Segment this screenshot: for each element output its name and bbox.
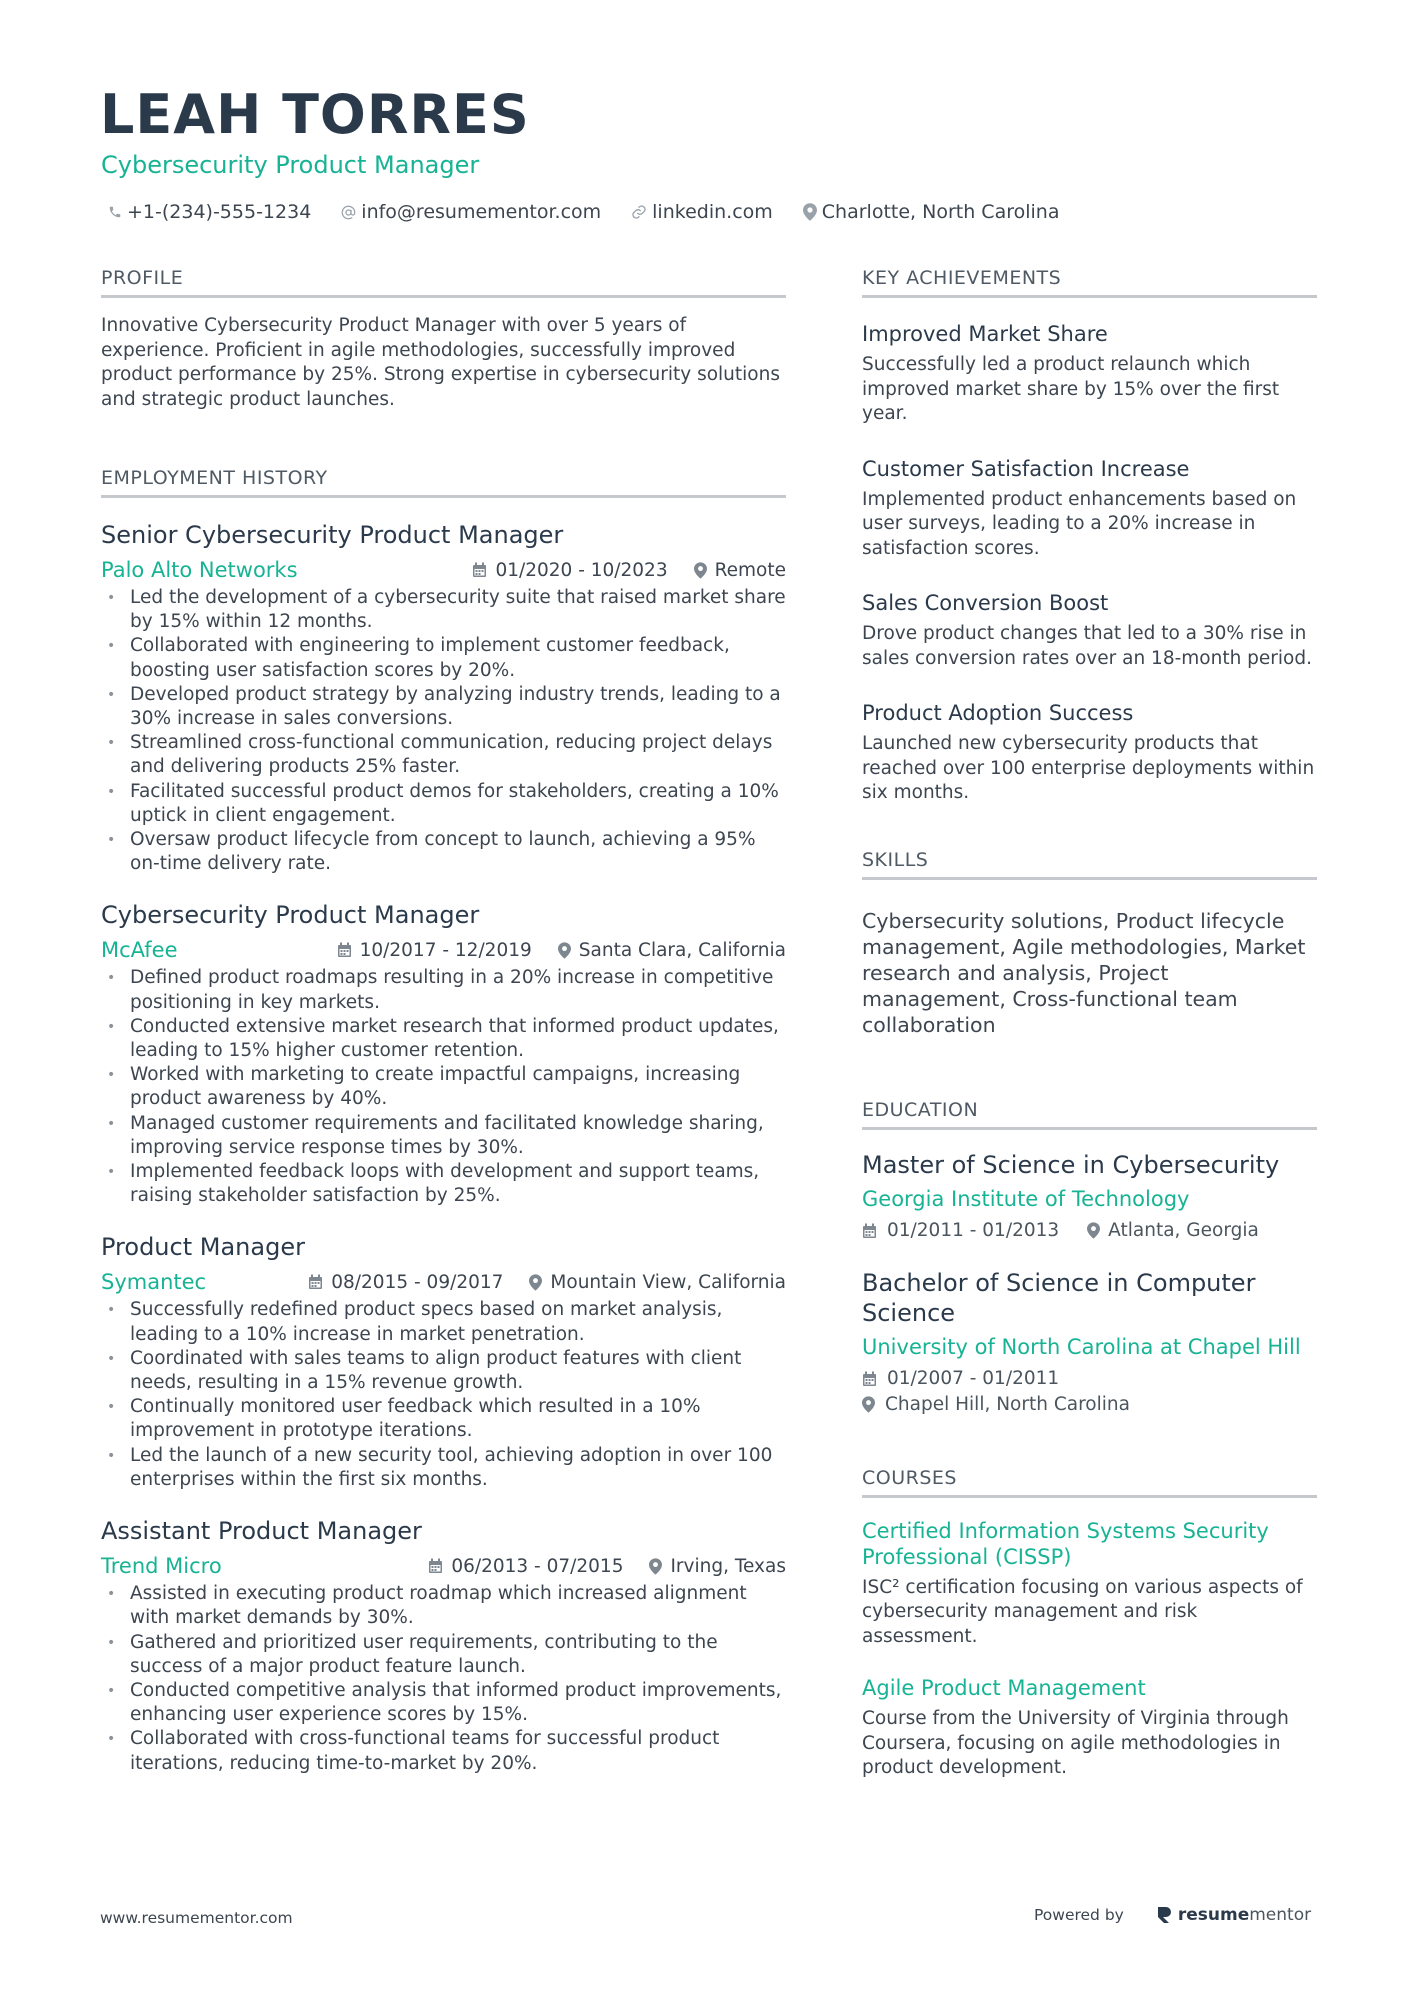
achievement-item (862, 589, 1317, 671)
course-item (862, 1675, 1317, 1781)
job-bullet: • Worked with marketing to create impactful campaigns, increasing product awareness by 40%. (101, 1063, 786, 1111)
degree: Bachelor of Science in Computer Science (862, 1268, 1256, 1327)
course-title: Certified Information Systems Security Professional (CISSP) (862, 1518, 1269, 1569)
calendar-icon (862, 1223, 877, 1239)
education-location-text: Atlanta, Georgia (1108, 1219, 1259, 1241)
location-pin-icon (649, 1558, 662, 1575)
job-bullet: • Led the development of a cybersecurity suite that raised market share by 15% within 12 months. (101, 586, 786, 634)
achievement-text: Drove product changes that led to a 30% rise in sales conversion rates over an 18-month period. (862, 623, 1312, 669)
job-bullets (101, 966, 786, 1208)
phone-text: +1-(234)-555-1234 (127, 201, 312, 223)
contact-linkedin[interactable] (631, 198, 773, 226)
education-location (862, 1392, 1130, 1418)
education-item (862, 1150, 1317, 1244)
right-column (862, 264, 1317, 1781)
job-dates (308, 1272, 503, 1293)
achievements-heading: KEY ACHIEVEMENTS (862, 264, 1317, 298)
resumementor-logo-icon (1156, 1905, 1174, 1925)
left-column (101, 264, 786, 1776)
education-dates-text: 01/2007 - 01/2011 (887, 1367, 1060, 1389)
employment-heading: EMPLOYMENT HISTORY (101, 464, 786, 498)
job-entry (101, 520, 786, 876)
course-title: Agile Product Management (862, 1676, 1146, 1700)
job-title: Assistant Product Manager (101, 1517, 422, 1546)
link-icon (631, 204, 647, 220)
achievement-title: Product Adoption Success (862, 701, 1134, 725)
courses-list (862, 1518, 1317, 1781)
powered-by-text: Powered by (1034, 1906, 1124, 1924)
contact-bar (108, 198, 1089, 226)
job-bullet: • Developed product strategy by analyzing industry trends, leading to a 30% increase in sales conversions. (101, 683, 786, 731)
brand-part2: mentor (1249, 1905, 1312, 1925)
education-meta (862, 1218, 1317, 1244)
location-text: Charlotte, North Carolina (821, 201, 1060, 223)
contact-email[interactable] (341, 198, 601, 226)
job-dates (428, 1556, 623, 1577)
job-location (558, 940, 786, 961)
job-bullet: • Streamlined cross-functional communication, reducing project delays and delivering products 25% faster. (101, 731, 786, 779)
job-location-text: Remote (714, 559, 786, 581)
location-pin-icon (1087, 1222, 1100, 1239)
calendar-icon (472, 562, 487, 578)
job-title: Cybersecurity Product Manager (101, 901, 480, 930)
job-dates (472, 560, 667, 581)
employment-list (101, 520, 786, 1776)
contact-phone (108, 198, 311, 226)
email-text[interactable]: info@resumementor.com (361, 201, 602, 223)
job-details (446, 560, 786, 581)
education-list (862, 1150, 1317, 1418)
job-entry (101, 1232, 786, 1492)
job-entry (101, 900, 786, 1208)
location-pin-icon (529, 1274, 542, 1291)
job-bullet: • Defined product roadmaps resulting in a 20% increase in competitive positioning in key markets. (101, 966, 786, 1014)
job-bullet: • Implemented feedback loops with development and support teams, raising stakeholder satisfaction by 25%. (101, 1160, 786, 1208)
job-bullet: • Oversaw product lifecycle from concept to launch, achieving a 95% on-time delivery rate. (101, 828, 786, 876)
degree: Master of Science in Cybersecurity (862, 1150, 1280, 1179)
education-meta (862, 1392, 1317, 1418)
achievement-title: Customer Satisfaction Increase (862, 456, 1190, 481)
job-bullet: • Assisted in executing product roadmap which increased alignment with market demands by 30%. (101, 1582, 786, 1630)
achievement-title: Improved Market Share (862, 322, 1108, 346)
course-text: Course from the University of Virginia through Coursera, focusing on agile methodologies in product development. (862, 1708, 1289, 1778)
linkedin-text[interactable]: linkedin.com (652, 201, 773, 223)
education-item (862, 1268, 1317, 1418)
job-meta (101, 1266, 786, 1298)
education-dates (862, 1366, 1059, 1392)
job-meta (101, 1550, 786, 1582)
profile-heading: PROFILE (101, 264, 786, 298)
location-pin-icon (694, 562, 707, 579)
job-location-text: Mountain View, California (550, 1271, 786, 1293)
education-heading: EDUCATION (862, 1096, 1317, 1130)
candidate-title: Cybersecurity Product Manager (101, 151, 480, 179)
profile-text: Innovative Cybersecurity Product Manager with over 5 years of experience. Proficient in agile methodologies, successfully improved product performance by 25%. Strong expertise in cybersecurity solutions and strategic product launches. (101, 315, 780, 410)
job-bullet: • Collaborated with cross-functional teams for successful product iterations, reducing time-to-market by 20%. (101, 1727, 786, 1775)
brand-logo[interactable] (1156, 1905, 1311, 1925)
school: Georgia Institute of Technology (862, 1186, 1190, 1211)
location-pin-icon (862, 1396, 875, 1413)
job-dates-text: 06/2013 - 07/2015 (451, 1555, 624, 1577)
achievement-item (862, 699, 1317, 806)
job-dates (337, 940, 532, 961)
candidate-name: LEAH TORRES (100, 83, 530, 146)
job-bullet: • Led the launch of a new security tool, achieving adoption in over 100 enterprises within the first six months. (101, 1444, 786, 1492)
job-bullets (101, 1582, 786, 1776)
job-bullet: • Coordinated with sales teams to align product features with client needs, resulting in a 15% revenue growth. (101, 1347, 786, 1395)
job-bullet: • Managed customer requirements and facilitated knowledge sharing, improving service response times by 30%. (101, 1112, 786, 1160)
achievement-text: Launched new cybersecurity products that reached over 100 enterprise deployments within six months. (862, 733, 1315, 803)
job-details (311, 940, 786, 961)
job-meta (101, 934, 786, 966)
contact-location (803, 198, 1060, 226)
footer-branding (1034, 1905, 1311, 1925)
course-text: ISC² certification focusing on various aspects of cybersecurity management and risk assessment. (862, 1576, 1303, 1647)
company-name: Trend Micro (101, 1554, 222, 1579)
job-meta (101, 554, 786, 586)
achievement-item (862, 455, 1317, 562)
job-bullets (101, 586, 786, 876)
job-bullet: • Gathered and prioritized user requirements, contributing to the success of a major product feature launch. (101, 1631, 786, 1679)
job-dates-text: 10/2017 - 12/2019 (359, 939, 532, 961)
job-bullet: • Conducted competitive analysis that informed product improvements, enhancing user experience scores by 15%. (101, 1679, 786, 1727)
location-pin-icon (558, 942, 571, 959)
education-location (1087, 1218, 1259, 1244)
achievement-text: Successfully led a product relaunch which improved market share by 15% over the first year. (862, 354, 1280, 424)
job-bullet: • Conducted extensive market research that informed product updates, leading to 15% higher customer retention. (101, 1015, 786, 1063)
skills-heading: SKILLS (862, 846, 1317, 880)
company-name: Symantec (101, 1270, 207, 1295)
company-name: Palo Alto Networks (101, 558, 298, 582)
phone-icon (108, 205, 122, 219)
job-title: Senior Cybersecurity Product Manager (101, 521, 564, 549)
job-bullet: • Facilitated successful product demos for stakeholders, creating a 10% uptick in client engagement. (101, 780, 786, 828)
job-title: Product Manager (101, 1233, 305, 1262)
calendar-icon (862, 1371, 877, 1387)
education-dates-text: 01/2011 - 01/2013 (887, 1219, 1060, 1241)
location-pin-icon (803, 203, 817, 221)
job-bullet: • Successfully redefined product specs based on market analysis, leading to a 10% increase in market penetration. (101, 1298, 786, 1346)
job-location-text: Irving, Texas (670, 1555, 786, 1577)
courses-heading: COURSES (862, 1464, 1317, 1498)
education-meta (862, 1366, 1317, 1392)
skills-text: Cybersecurity solutions, Product lifecycle management, Agile methodologies, Market research and analysis, Project management, Cross-functional team collaboration (862, 908, 1306, 1037)
school: University of North Carolina at Chapel Hill (862, 1334, 1301, 1359)
achievement-text: Implemented product enhancements based on user surveys, leading to a 20% increase in satisfaction scores. (862, 488, 1297, 559)
footer-website[interactable]: www.resumementor.com (100, 1909, 293, 1927)
course-item (862, 1518, 1317, 1650)
job-entry (101, 1516, 786, 1776)
job-bullet: • Collaborated with engineering to implement customer feedback, boosting user satisfaction scores by 20%. (101, 634, 786, 682)
job-details (402, 1556, 786, 1577)
job-bullet: • Continually monitored user feedback which resulted in a 10% improvement in prototype iterations. (101, 1395, 786, 1443)
education-dates (862, 1218, 1059, 1244)
job-details (282, 1272, 786, 1293)
calendar-icon (337, 942, 352, 958)
calendar-icon (428, 1558, 443, 1574)
brand-part1: resume (1177, 1905, 1250, 1925)
job-location (649, 1556, 786, 1577)
education-location-text: Chapel Hill, North Carolina (885, 1393, 1130, 1415)
achievement-title: Sales Conversion Boost (862, 591, 1109, 615)
job-dates-text: 01/2020 - 10/2023 (495, 559, 668, 581)
job-bullets (101, 1298, 786, 1492)
job-location (529, 1272, 786, 1293)
calendar-icon (308, 1274, 323, 1290)
at-icon (341, 205, 356, 220)
job-dates-text: 08/2015 - 09/2017 (331, 1271, 504, 1293)
company-name: McAfee (101, 938, 178, 963)
job-location (694, 560, 786, 581)
job-location-text: Santa Clara, California (578, 939, 786, 961)
achievements-list (862, 320, 1317, 806)
achievement-item (862, 320, 1317, 427)
